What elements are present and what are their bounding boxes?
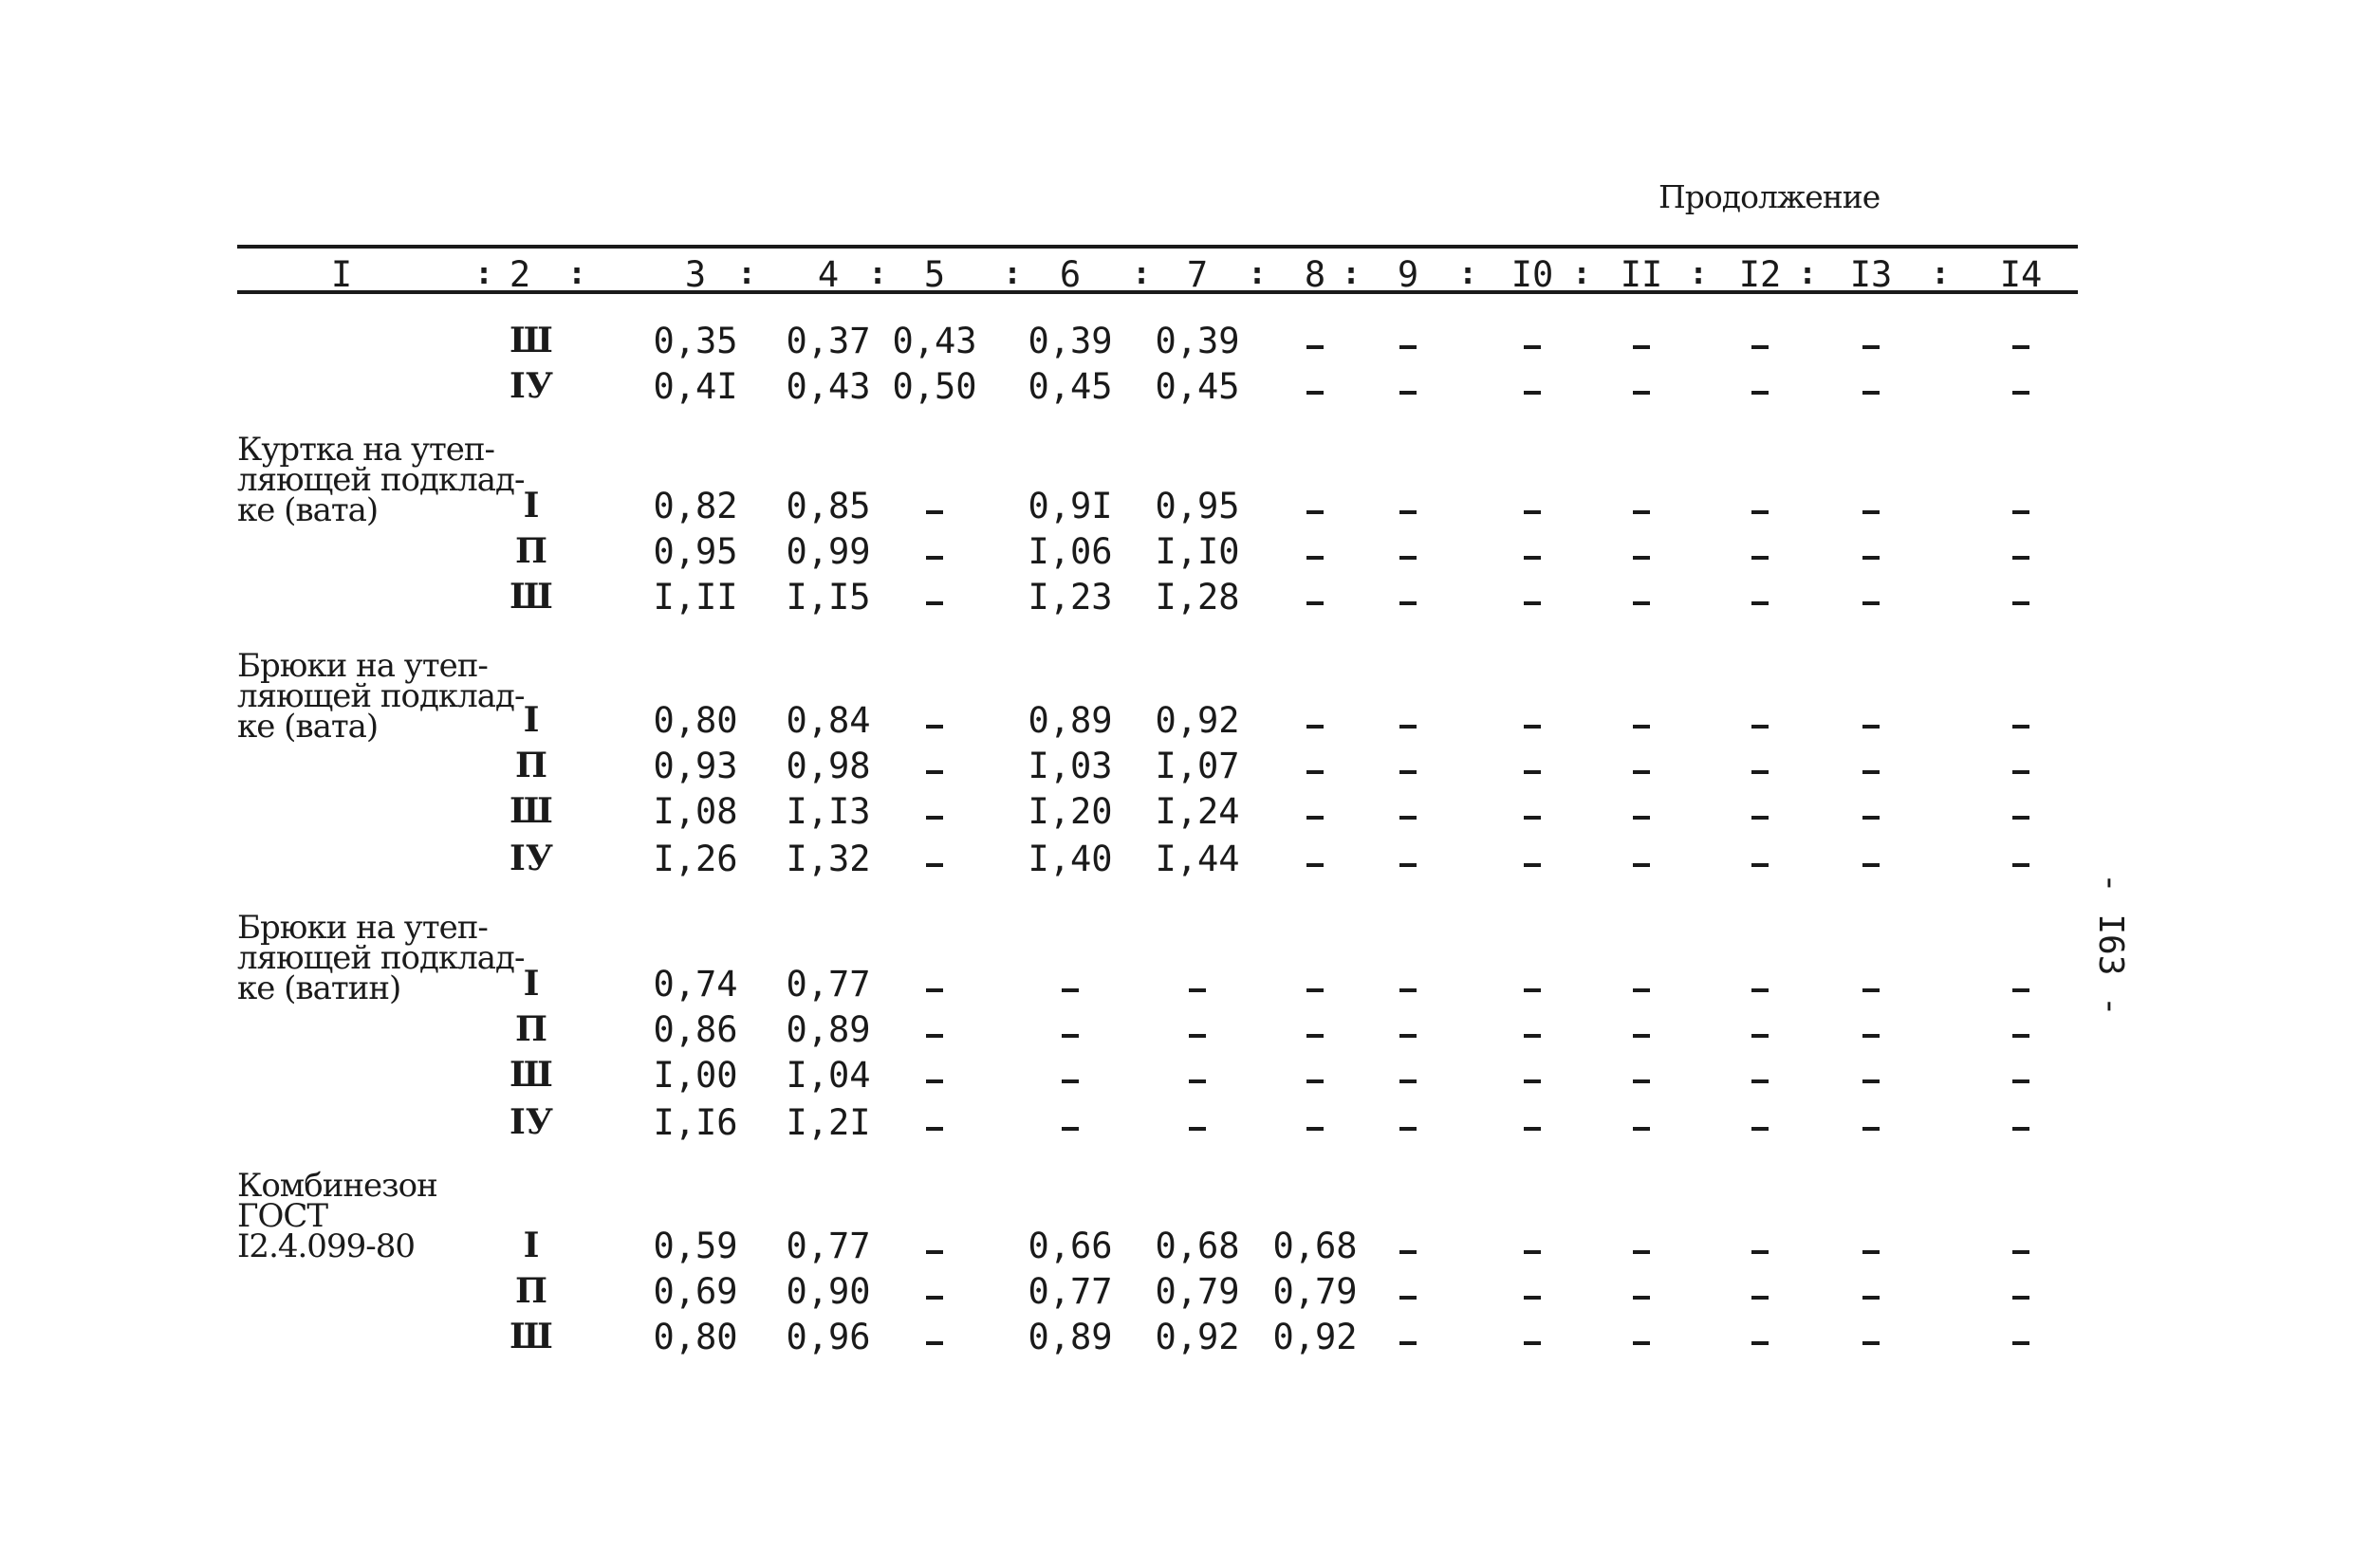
empty-cell-dash [1399, 725, 1417, 729]
empty-cell-dash [2012, 863, 2029, 867]
empty-cell-dash [1751, 1341, 1769, 1345]
table-cell: 0,77 [1028, 1271, 1113, 1312]
empty-cell-dash [2012, 725, 2029, 729]
empty-cell-dash [1062, 1127, 1079, 1131]
empty-cell-dash [1862, 1079, 1880, 1083]
empty-cell-dash [1751, 391, 1769, 395]
empty-cell-dash [1862, 863, 1880, 867]
empty-cell-dash [1189, 988, 1206, 992]
item-label: Брюки на утеп- ляющей подклад- ке (ватин) [237, 909, 525, 1007]
climate-zone-class: I [523, 1226, 540, 1265]
table-cell: 0,89 [1028, 1317, 1113, 1357]
empty-cell-dash [1524, 725, 1541, 729]
empty-cell-dash [1062, 1034, 1079, 1038]
column-separator: : [1132, 254, 1151, 291]
table-cell: I,44 [1155, 839, 1240, 879]
column-header-9: 9 [1397, 254, 1419, 295]
table-cell: 0,92 [1155, 700, 1240, 741]
empty-cell-dash [1751, 510, 1769, 514]
table-cell: 0,92 [1272, 1317, 1358, 1357]
empty-cell-dash [2012, 770, 2029, 774]
table-cell: 0,4I [653, 366, 738, 407]
empty-cell-dash [1306, 1034, 1324, 1038]
empty-cell-dash [2012, 1296, 2029, 1300]
table-cell: I,23 [1028, 577, 1113, 618]
table-cell: I,I3 [786, 791, 871, 832]
empty-cell-dash [1862, 816, 1880, 820]
empty-cell-dash [1189, 1127, 1206, 1131]
column-header-8: 8 [1304, 254, 1326, 295]
empty-cell-dash [1633, 1296, 1650, 1300]
empty-cell-dash [1306, 725, 1324, 729]
empty-cell-dash [1633, 1079, 1650, 1083]
empty-cell-dash [1306, 1079, 1324, 1083]
table-cell: 0,79 [1155, 1271, 1240, 1312]
item-label: Комбинезон ГОСТ I2.4.099-80 [237, 1167, 437, 1265]
empty-cell-dash [2012, 556, 2029, 560]
column-separator: : [1342, 254, 1361, 291]
table-cell: I,03 [1028, 746, 1113, 786]
climate-zone-class: IУ [509, 366, 554, 406]
empty-cell-dash [1751, 601, 1769, 605]
empty-cell-dash [1633, 556, 1650, 560]
table-cell: I,32 [786, 839, 871, 879]
table-cell: 0,96 [786, 1317, 871, 1357]
table-cell: I,26 [653, 839, 738, 879]
empty-cell-dash [1633, 345, 1650, 349]
table-cell: 0,98 [786, 746, 871, 786]
climate-zone-class: Ш [510, 1055, 553, 1095]
table-cell: I,II [653, 577, 738, 618]
table-cell: 0,77 [786, 964, 871, 1005]
empty-cell-dash [1751, 1034, 1769, 1038]
climate-zone-class: I [523, 700, 540, 740]
column-header-1: I [330, 254, 353, 295]
empty-cell-dash [926, 1127, 943, 1131]
empty-cell-dash [1399, 988, 1417, 992]
empty-cell-dash [1062, 1079, 1079, 1083]
empty-cell-dash [1862, 1127, 1880, 1131]
empty-cell-dash [1633, 601, 1650, 605]
empty-cell-dash [1524, 1341, 1541, 1345]
empty-cell-dash [1862, 601, 1880, 605]
column-separator: : [868, 254, 887, 291]
empty-cell-dash [1862, 725, 1880, 729]
empty-cell-dash [1524, 1296, 1541, 1300]
empty-cell-dash [1306, 510, 1324, 514]
table-cell: 0,92 [1155, 1317, 1240, 1357]
table-cell: 0,59 [653, 1226, 738, 1266]
empty-cell-dash [1751, 1296, 1769, 1300]
empty-cell-dash [2012, 1341, 2029, 1345]
column-header-5: 5 [923, 254, 946, 295]
empty-cell-dash [2012, 345, 2029, 349]
climate-zone-class: Ш [510, 791, 553, 831]
column-separator: : [1458, 254, 1477, 291]
empty-cell-dash [1751, 988, 1769, 992]
table-cell: 0,80 [653, 700, 738, 741]
empty-cell-dash [1633, 510, 1650, 514]
empty-cell-dash [1633, 770, 1650, 774]
table-cell: 0,43 [892, 321, 977, 361]
empty-cell-dash [1399, 601, 1417, 605]
column-separator: : [1572, 254, 1591, 291]
table-cell: 0,35 [653, 321, 738, 361]
empty-cell-dash [1633, 988, 1650, 992]
empty-cell-dash [2012, 816, 2029, 820]
empty-cell-dash [1524, 601, 1541, 605]
empty-cell-dash [1399, 770, 1417, 774]
table-cell: 0,37 [786, 321, 871, 361]
empty-cell-dash [926, 1296, 943, 1300]
empty-cell-dash [2012, 601, 2029, 605]
table-cell: 0,86 [653, 1009, 738, 1050]
empty-cell-dash [1751, 345, 1769, 349]
column-header-6: 6 [1059, 254, 1082, 295]
empty-cell-dash [1524, 1079, 1541, 1083]
empty-cell-dash [1751, 1127, 1769, 1131]
empty-cell-dash [1862, 1341, 1880, 1345]
column-separator: : [1689, 254, 1708, 291]
table-cell: 0,95 [1155, 486, 1240, 526]
climate-zone-class: П [515, 531, 547, 571]
empty-cell-dash [1751, 1250, 1769, 1254]
table-cell: 0,39 [1028, 321, 1113, 361]
empty-cell-dash [2012, 1079, 2029, 1083]
empty-cell-dash [1306, 863, 1324, 867]
empty-cell-dash [1524, 556, 1541, 560]
table-cell: 0,79 [1272, 1271, 1358, 1312]
table-cell: 0,39 [1155, 321, 1240, 361]
climate-zone-class: IУ [509, 839, 554, 878]
empty-cell-dash [926, 816, 943, 820]
empty-cell-dash [1524, 1034, 1541, 1038]
empty-cell-dash [1399, 391, 1417, 395]
empty-cell-dash [1751, 1079, 1769, 1083]
table-cell: 0,85 [786, 486, 871, 526]
empty-cell-dash [2012, 1034, 2029, 1038]
empty-cell-dash [1524, 510, 1541, 514]
empty-cell-dash [1751, 816, 1769, 820]
empty-cell-dash [1524, 816, 1541, 820]
table-cell: I,I6 [653, 1102, 738, 1143]
empty-cell-dash [1633, 1250, 1650, 1254]
column-header-11: II [1620, 254, 1663, 295]
climate-zone-class: П [515, 746, 547, 785]
column-header-12: I2 [1738, 254, 1782, 295]
empty-cell-dash [1306, 556, 1324, 560]
empty-cell-dash [1399, 1341, 1417, 1345]
empty-cell-dash [1524, 345, 1541, 349]
table-cell: 0,80 [653, 1317, 738, 1357]
column-header-3: 3 [684, 254, 707, 295]
empty-cell-dash [1751, 863, 1769, 867]
table-cell: 0,74 [653, 964, 738, 1005]
column-separator: : [567, 254, 586, 291]
empty-cell-dash [1524, 988, 1541, 992]
empty-cell-dash [1751, 725, 1769, 729]
column-header-13: I3 [1849, 254, 1893, 295]
table-cell: 0,69 [653, 1271, 738, 1312]
empty-cell-dash [1862, 1034, 1880, 1038]
empty-cell-dash [1399, 345, 1417, 349]
column-separator: : [474, 254, 493, 291]
empty-cell-dash [1306, 816, 1324, 820]
climate-zone-class: I [523, 486, 540, 526]
table-cell: I,I0 [1155, 531, 1240, 572]
empty-cell-dash [1633, 863, 1650, 867]
empty-cell-dash [926, 770, 943, 774]
empty-cell-dash [926, 601, 943, 605]
empty-cell-dash [1399, 1034, 1417, 1038]
table-cell: I,2I [786, 1102, 871, 1143]
table-cell: I,07 [1155, 746, 1240, 786]
table-cell: 0,82 [653, 486, 738, 526]
empty-cell-dash [1633, 816, 1650, 820]
table-cell: 0,93 [653, 746, 738, 786]
climate-zone-class: Ш [510, 321, 553, 360]
empty-cell-dash [1524, 1250, 1541, 1254]
empty-cell-dash [1306, 1127, 1324, 1131]
column-separator: : [1931, 254, 1950, 291]
empty-cell-dash [926, 556, 943, 560]
empty-cell-dash [1524, 770, 1541, 774]
empty-cell-dash [1399, 1296, 1417, 1300]
empty-cell-dash [1399, 816, 1417, 820]
table-cell: 0,99 [786, 531, 871, 572]
table-cell: I,24 [1155, 791, 1240, 832]
empty-cell-dash [1399, 1250, 1417, 1254]
table-cell: I,28 [1155, 577, 1240, 618]
empty-cell-dash [926, 988, 943, 992]
item-label: Брюки на утеп- ляющей подклад- ке (вата) [237, 647, 525, 746]
empty-cell-dash [1524, 1127, 1541, 1131]
empty-cell-dash [1399, 863, 1417, 867]
empty-cell-dash [1306, 770, 1324, 774]
empty-cell-dash [2012, 988, 2029, 992]
table-cell: 0,77 [786, 1226, 871, 1266]
empty-cell-dash [1399, 556, 1417, 560]
table-cell: 0,45 [1028, 366, 1113, 407]
empty-cell-dash [1862, 1296, 1880, 1300]
climate-zone-class: П [515, 1009, 547, 1049]
empty-cell-dash [1399, 1079, 1417, 1083]
empty-cell-dash [1751, 770, 1769, 774]
table-cell: 0,43 [786, 366, 871, 407]
table-cell: I,00 [653, 1055, 738, 1096]
empty-cell-dash [2012, 510, 2029, 514]
table-cell: I,I5 [786, 577, 871, 618]
table-cell: 0,50 [892, 366, 977, 407]
column-separator: : [1248, 254, 1267, 291]
table-cell: I,04 [786, 1055, 871, 1096]
empty-cell-dash [1862, 1250, 1880, 1254]
empty-cell-dash [1189, 1079, 1206, 1083]
empty-cell-dash [2012, 1127, 2029, 1131]
climate-zone-class: Ш [510, 1317, 553, 1356]
climate-zone-class: Ш [510, 577, 553, 617]
empty-cell-dash [926, 1250, 943, 1254]
climate-zone-class: П [515, 1271, 547, 1311]
empty-cell-dash [1399, 510, 1417, 514]
empty-cell-dash [1633, 391, 1650, 395]
table-cell: 0,68 [1272, 1226, 1358, 1266]
table-cell: 0,89 [786, 1009, 871, 1050]
empty-cell-dash [2012, 1250, 2029, 1254]
empty-cell-dash [1306, 391, 1324, 395]
empty-cell-dash [1524, 863, 1541, 867]
column-header-2: 2 [509, 254, 531, 295]
table-cell: 0,68 [1155, 1226, 1240, 1266]
table-top-rule [237, 245, 2078, 249]
table-cell: I,20 [1028, 791, 1113, 832]
climate-zone-class: I [523, 964, 540, 1004]
empty-cell-dash [926, 510, 943, 514]
empty-cell-dash [1633, 1341, 1650, 1345]
empty-cell-dash [1862, 556, 1880, 560]
empty-cell-dash [1862, 391, 1880, 395]
empty-cell-dash [926, 1079, 943, 1083]
column-header-4: 4 [817, 254, 840, 295]
empty-cell-dash [1524, 391, 1541, 395]
empty-cell-dash [1862, 988, 1880, 992]
table-cell: I,06 [1028, 531, 1113, 572]
table-cell: 0,95 [653, 531, 738, 572]
table-cell: 0,84 [786, 700, 871, 741]
column-separator: : [737, 254, 756, 291]
column-header-10: I0 [1510, 254, 1554, 295]
table-cell: 0,9I [1028, 486, 1113, 526]
table-cell: 0,45 [1155, 366, 1240, 407]
empty-cell-dash [1399, 1127, 1417, 1131]
column-header-7: 7 [1186, 254, 1209, 295]
empty-cell-dash [926, 863, 943, 867]
empty-cell-dash [1633, 1034, 1650, 1038]
table-cell: 0,66 [1028, 1226, 1113, 1266]
empty-cell-dash [2012, 391, 2029, 395]
table-cell: I,40 [1028, 839, 1113, 879]
empty-cell-dash [1862, 510, 1880, 514]
column-separator: : [1798, 254, 1817, 291]
table-cell: 0,89 [1028, 700, 1113, 741]
item-label: Куртка на утеп- ляющей подклад- ке (вата) [237, 431, 525, 529]
empty-cell-dash [926, 1341, 943, 1345]
column-separator: : [1003, 254, 1022, 291]
table-cell: 0,90 [786, 1271, 871, 1312]
empty-cell-dash [1306, 988, 1324, 992]
empty-cell-dash [1633, 1127, 1650, 1131]
page-number: - I63 - [2091, 873, 2130, 1017]
empty-cell-dash [926, 1034, 943, 1038]
climate-zone-class: IУ [509, 1102, 554, 1142]
continued-label: Продолжение [1658, 178, 1881, 215]
empty-cell-dash [1862, 770, 1880, 774]
empty-cell-dash [1751, 556, 1769, 560]
empty-cell-dash [1189, 1034, 1206, 1038]
empty-cell-dash [1633, 725, 1650, 729]
table-cell: I,08 [653, 791, 738, 832]
empty-cell-dash [1862, 345, 1880, 349]
empty-cell-dash [1306, 601, 1324, 605]
empty-cell-dash [1062, 988, 1079, 992]
empty-cell-dash [1306, 345, 1324, 349]
empty-cell-dash [926, 725, 943, 729]
column-header-14: I4 [1999, 254, 2043, 295]
